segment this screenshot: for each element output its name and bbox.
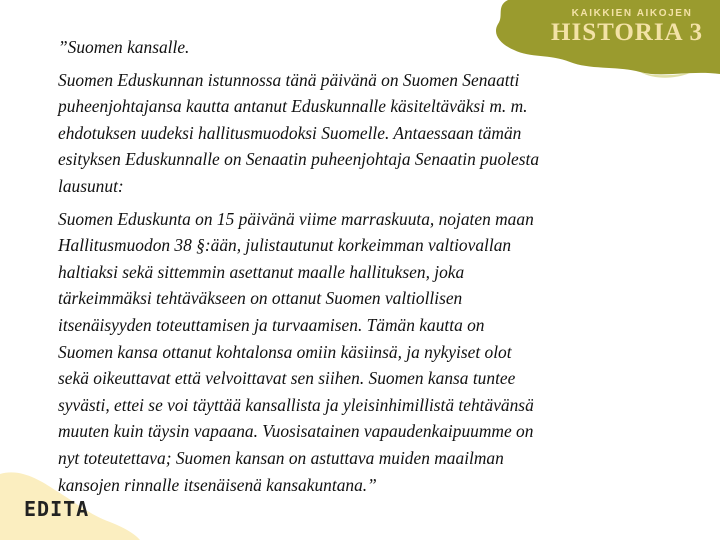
document-body: [58, 34, 678, 498]
text-line: tärkeimmäksi tehtäväkseen on ottanut Suomen valtiollisen: [58, 288, 463, 309]
text-line: itsenäisyyden toteuttamisen ja turvaamisen. Tämän kautta on: [58, 314, 485, 335]
text-line: esityksen Eduskunnalle on Senaatin puheenjohtaja Senaatin puolesta: [58, 149, 540, 170]
paragraph-1: [58, 67, 678, 200]
text-line: Suomen kansa ottanut kohtalonsa omiin käsiinsä, ja nykyiset olot: [58, 341, 512, 362]
text-line: lausunut:: [58, 175, 124, 196]
text-line: sekä oikeuttavat että velvoittavat sen siihen. Suomen kansa tuntee: [58, 368, 516, 389]
text-line: ehdotuksen uudeksi hallitusmuodoksi Suomelle. Antaessaan tämän: [58, 122, 522, 143]
text-line: syvästi, ettei se voi täyttää kansallista ja yleisinhimillistä tehtävänsä: [58, 394, 534, 415]
text-line: puheenjohtajansa kautta antanut Eduskunnalle käsiteltäväksi m. m.: [58, 96, 528, 117]
text-line: Suomen Eduskunta on 15 päivänä viime marraskuuta, nojaten maan: [58, 208, 534, 229]
brand-title: HISTORIA 3: [551, 19, 703, 46]
text-line: nyt toteutettava; Suomen kansan on astuttava muiden maailman: [58, 447, 504, 468]
text-line: muuten kuin täysin vapaana. Vuosisatainen vapaudenkaipuumme on: [58, 421, 534, 442]
text-line: Hallitusmuodon 38 §:ään, julistautunut korkeimman valtiovallan: [58, 235, 512, 256]
publisher-logo: EDITA: [24, 497, 90, 521]
brand-subtitle: KAIKKIEN AIKOJEN: [571, 8, 693, 19]
text-line: kansojen rinnalle itsenäisenä kansakuntana.”: [58, 474, 377, 495]
text-line: Suomen Eduskunnan istunnossa tänä päivänä on Suomen Senaatti: [58, 69, 520, 90]
text-line: haltiaksi sekä sittemmin asettanut maalle hallituksen, joka: [58, 261, 465, 282]
paragraph-2: [58, 206, 678, 499]
document-heading: ”Suomen kansalle.: [58, 37, 190, 57]
